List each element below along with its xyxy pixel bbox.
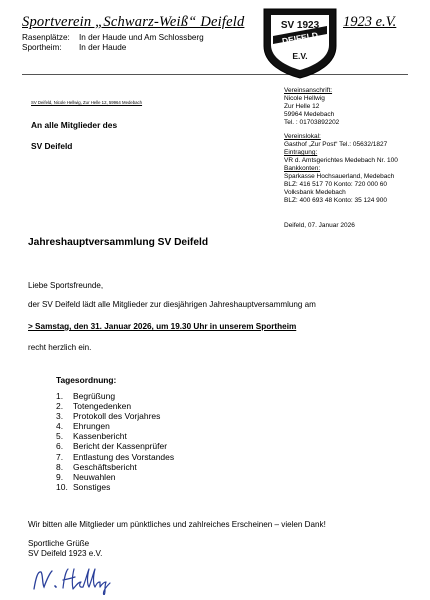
agenda-list: [56, 391, 174, 492]
club-logo: [260, 6, 340, 80]
agenda-item: [56, 482, 174, 492]
bank-line: Sparkasse Hochsauerland, Medebach: [284, 173, 395, 180]
address-line: 59964 Medebach: [284, 111, 335, 118]
regards-line-1: Sportliche Grüße: [28, 539, 90, 548]
agenda-item: [56, 401, 174, 411]
agenda-item: [56, 462, 174, 472]
agenda-item-text: Entlastung des Vorstandes: [73, 451, 175, 462]
agenda-item-number: 5.: [56, 431, 64, 442]
address-line: Nicole Hellwig: [284, 95, 325, 102]
invitation-text: der SV Deifeld lädt alle Mitglieder zur diesjährigen Jahreshauptversammlung am: [28, 300, 316, 309]
bank-line: BLZ: 400 693 48 Konto: 35 124 900: [284, 197, 388, 204]
agenda-item-text: Sonstiges: [73, 481, 111, 492]
venue-heading: Vereinslokal:: [284, 133, 321, 140]
agenda-item: [56, 421, 174, 431]
letter-date: Deifeld, 07. Januar 2026: [284, 222, 355, 229]
logo-text-bottom: E.V.: [292, 51, 308, 61]
greeting: Liebe Sportsfreunde,: [28, 281, 104, 290]
agenda-item: [56, 411, 174, 421]
venue-label: Sportheim:: [22, 43, 62, 52]
agenda-item: [56, 472, 174, 482]
club-info-column: [284, 87, 398, 205]
agenda-item-text: Geschäftsbericht: [73, 461, 137, 472]
bank-line: Volksbank Medebach: [284, 189, 346, 196]
agenda-item-number: 7.: [56, 451, 64, 462]
agenda-item-number: 4.: [56, 421, 64, 432]
recipient-line-2: SV Deifeld: [31, 141, 73, 151]
address-line: Tel. : 01703892202: [284, 119, 340, 126]
invitation-end: recht herzlich ein.: [28, 343, 92, 352]
venue-value: In der Haude: [79, 43, 127, 52]
agenda-item-number: 10.: [56, 481, 68, 492]
venue-label: Rasenplätze:: [22, 33, 70, 42]
venue-info: Gasthof „Zur Post“ Tel.: 05632/1827: [284, 141, 388, 148]
recipient-line-1: An alle Mitglieder des: [31, 120, 118, 130]
agenda-item-number: 3.: [56, 411, 64, 422]
agenda-item-number: 8.: [56, 461, 64, 472]
bank-line: BLZ: 416 517 70 Konto: 720 000 60: [284, 181, 388, 188]
agenda-item: [56, 441, 174, 451]
registry-info: VR d. Amtsgerichtes Medebach Nr. 100: [284, 157, 398, 164]
agenda-item: [56, 391, 174, 401]
signature: [30, 565, 118, 595]
letter-title: Jahreshauptversammlung SV Deifeld: [28, 237, 209, 248]
agenda-item-text: Kassenbericht: [73, 431, 127, 442]
sender-line: SV Deifeld, Nicole Hellwig, Zur Helle 12, 59964 Medebach: [31, 100, 143, 105]
agenda-item: [56, 452, 174, 462]
agenda-title: Tagesordnung:: [56, 375, 117, 385]
agenda-item-text: Totengedenken: [73, 401, 132, 412]
agenda-item-text: Neuwahlen: [73, 471, 116, 482]
header-divider: [22, 74, 408, 75]
venue-line-clubhouse: [22, 43, 126, 52]
club-name: Sportverein „Schwarz-Weiß“ Deifeld: [22, 14, 245, 30]
agenda-item-text: Ehrungen: [73, 421, 110, 432]
agenda-item: [56, 431, 174, 441]
club-year: 1923 e.V.: [343, 14, 397, 30]
agenda-item-number: 1.: [56, 391, 64, 401]
address-heading: Vereinsanschrift:: [284, 87, 333, 94]
meeting-date-highlight: > Samstag, den 31. Januar 2026, um 19.30 Uhr in unserem Sportheim: [28, 322, 297, 331]
agenda-item-text: Bericht der Kassenprüfer: [73, 441, 168, 452]
registry-heading: Eintragung:: [284, 149, 318, 156]
venue-line-fields: [22, 33, 204, 42]
agenda-item-number: 9.: [56, 471, 64, 482]
agenda-item-text: Protokoll des Vorjahres: [73, 411, 161, 422]
agenda-item-number: 2.: [56, 401, 64, 412]
bank-heading: Bankkonten:: [284, 165, 321, 172]
address-line: Zur Helle 12: [284, 103, 320, 110]
logo-text-top: SV 1923: [280, 20, 320, 31]
agenda-item-text: Begrüßung: [73, 391, 116, 401]
venue-value: In der Haude und Am Schlossberg: [79, 33, 204, 42]
closing-request: Wir bitten alle Mitglieder um pünktliches und zahlreiches Erscheinen – vielen Dank!: [28, 520, 326, 529]
logo-text-middle: DEIFELD: [281, 29, 319, 47]
regards-line-2: SV Deifeld 1923 e.V.: [28, 549, 103, 558]
agenda-item-number: 6.: [56, 441, 64, 452]
